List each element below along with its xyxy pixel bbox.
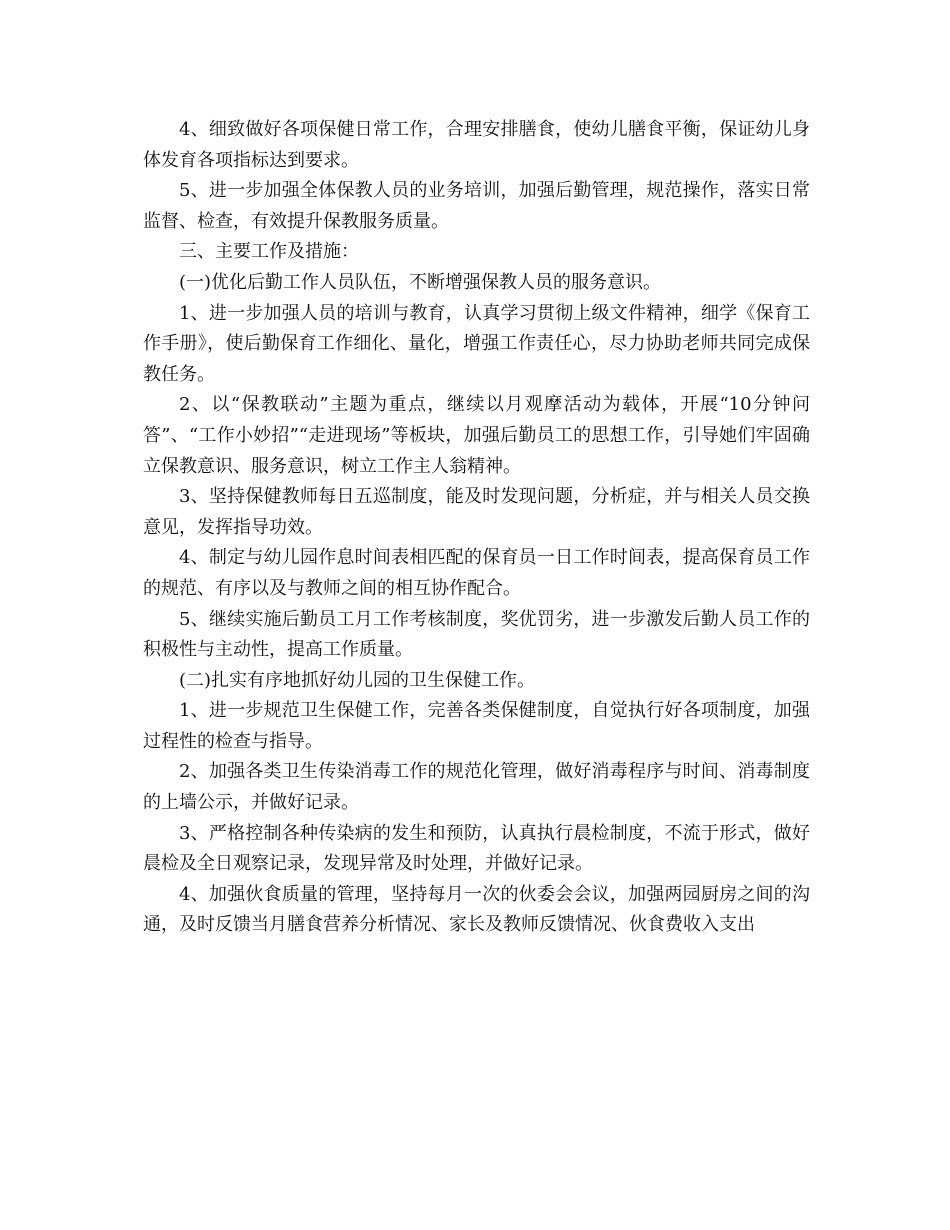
subsection-heading: (二)扎实有序地抓好幼儿园的卫生保健工作。	[179, 669, 536, 691]
paragraph: 4、制定与幼儿园作息时间表相匹配的保育员一日工作时间表，提高保育员工作的规范、有序以及与教师之间的相互协作配合。	[143, 547, 810, 599]
document-body	[143, 115, 810, 941]
paragraph: 3、严格控制各种传染病的发生和预防，认真执行晨检制度，不流于形式，做好晨检及全日观察记录，发现异常及时处理，并做好记录。	[143, 822, 810, 875]
paragraph: 3、坚持保健教师每日五巡制度，能及时发现问题，分析症，并与相关人员交换意见，发挥指导功效。	[143, 486, 810, 538]
paragraph: 1、进一步加强人员的培训与教育，认真学习贯彻上级文件精神，细学《保育工作手册》，使后勤保育工作细化、量化，增强工作责任心，尽力协助老师共同完成保教任务。	[143, 302, 810, 385]
paragraph: 5、进一步加强全体保教人员的业务培训，加强后勤管理，规范操作，落实日常监督、检查，有效提升保教服务质量。	[143, 180, 810, 232]
paragraph: 5、继续实施后勤员工月工作考核制度，奖优罚劣，进一步激发后勤人员工作的积极性与主动性，提高工作质量。	[143, 608, 810, 661]
section-heading: 三、主要工作及措施：	[179, 241, 359, 263]
paragraph: 4、细致做好各项保健日常工作，合理安排膳食，使幼儿膳食平衡，保证幼儿身体发育各项指标达到要求。	[143, 119, 810, 171]
subsection-heading: (一)优化后勤工作人员队伍，不断增强保教人员的服务意识。	[179, 271, 662, 293]
paragraph: 1、进一步规范卫生保健工作，完善各类保健制度，自觉执行好各项制度，加强过程性的检查与指导。	[143, 700, 810, 752]
paragraph: 2、以“保教联动”主题为重点，继续以月观摩活动为载体，开展“10分钟问答”、“工作小妙招”“走进现场”等板块，加强后勤员工的思想工作，引导她们牢固确立保教意识、服务意识，树立工作主人翁精神。	[143, 394, 810, 477]
paragraph: 4、加强伙食质量的管理，坚持每月一次的伙委会会议，加强两园厨房之间的沟通，及时反馈当月膳食营养分析情况、家长及教师反馈情况、伙食费收入支出	[143, 883, 810, 936]
paragraph: 2、加强各类卫生传染消毒工作的规范化管理，做好消毒程序与时间、消毒制度的上墙公示，并做好记录。	[143, 761, 810, 814]
